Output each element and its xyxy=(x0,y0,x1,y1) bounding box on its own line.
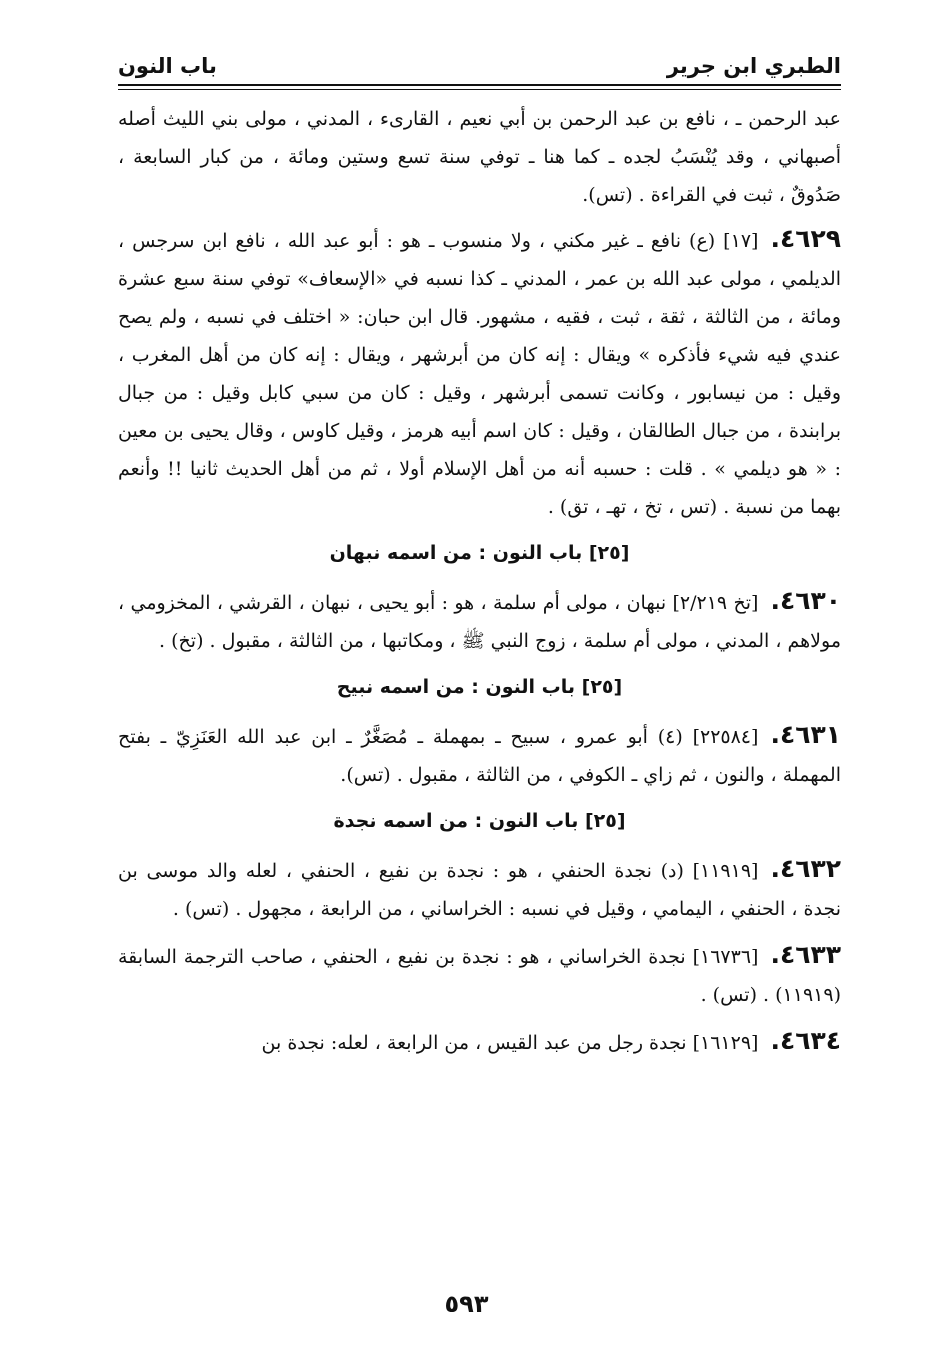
entry-number: ٤٦٣٤. xyxy=(770,1026,841,1055)
entry-number: ٤٦٣١. xyxy=(770,720,841,749)
section-heading: [٢٥] باب النون : من اسمه نبيح xyxy=(336,676,623,698)
page-body xyxy=(118,100,841,1070)
biography-entry xyxy=(118,220,841,526)
entry-number: ٤٦٣٢. xyxy=(770,854,841,883)
running-header xyxy=(118,38,841,78)
book-title: الطبري ابن جرير xyxy=(666,54,841,78)
biography-entry xyxy=(118,936,841,1014)
entry-text: [١٦٧٣٦] نجدة الخراساني ، هو : نجدة بن نفيع ، الحنفي ، صاحب الترجمة السابقة (١١٩١٩) . (تس) . xyxy=(118,946,841,1006)
entry-text: [١١٩١٩] (د) نجدة الحنفي ، هو : نجدة بن نفيع ، الحنفي ، لعله والد موسى بن نجدة ، الحنفي ، اليمامي ، وقيل في نسبه : الخراساني ، من الرابعة ، مجهول . (تس) . xyxy=(118,860,841,920)
biography-entry xyxy=(118,716,841,794)
header-rule-thin xyxy=(118,89,841,90)
biography-entry xyxy=(118,850,841,928)
entry-number: ٤٦٢٩. xyxy=(770,224,841,253)
section-heading: [٢٥] باب النون : من اسمه نبهان xyxy=(329,542,630,564)
page-number: ٥٩٣ xyxy=(444,1290,489,1318)
entry-number: ٤٦٣٣. xyxy=(770,940,841,969)
header-rule-thick xyxy=(118,84,841,86)
entry-text: [١٧] (ع) نافع ـ غير مكني ، ولا منسوب ـ هو : أبو عبد الله ، نافع ابن سرجس ، الديلمي ، مولى عبد الله بن عمر ، المدني ـ كذا نسبه في «الإسعاف» توفي سنة سبع عشرة ومائة ، من الثالثة ، ثقة ، ثبت ، فقيه ، مشهور. قال ابن حبان: « اختلف في نسبه ، ولم يصح عندي فيه شيء فأذكره » ويقال : إنه كان من أبرشهر ، ويقال : إنه كان من أهل المغرب ، وقيل : من نيسابور ، وكانت تسمى أبرشهر ، وقيل : كان من سبي كابل وقيل : من جبال برابندة ، من جبال الطالقان ، وقيل : كان اسم أبيه هرمز ، وقيل كاوس ، وقال يحيى بن معين : « هو ديلمي » . قلت : حسبه أنه من أهل الإسلام أولا ، ثم من أهل الحديث ثانيا !! وأنعم بهما من نسبة . (تس ، تخ ، تهـ ، تق) . xyxy=(118,230,841,518)
entry-text: [تخ ٢/٢١٩] نبهان ، مولى أم سلمة ، هو : أبو يحيى ، نبهان ، القرشي ، المخزومي ، مولاهم ، المدني ، مولى أم سلمة ، زوج النبي ﷺ ، ومكاتبها ، من الثالثة ، مقبول . (تخ) . xyxy=(118,592,841,652)
chapter-title: باب النون xyxy=(118,54,217,78)
section-heading: [٢٥] باب النون : من اسمه نجدة xyxy=(333,810,626,832)
entry-number: ٤٦٣٠. xyxy=(770,586,841,615)
biography-entry xyxy=(118,1022,841,1062)
entry-text: [٢٢٥٨٤] (٤) أبو عمرو ، سبيح ـ بمهملة ـ مُصَغَّرٌ ـ ابن عبد الله العَنَزِيّ ـ بفتح المهملة ، والنون ، ثم زاي ـ الكوفي ، من الثالثة ، مقبول . (تس). xyxy=(118,726,841,786)
biography-entry xyxy=(118,582,841,660)
intro-paragraph: عبد الرحمن ـ ، نافع بن عبد الرحمن بن أبي نعيم ، القارىء ، المدني ، مولى بني الليث أصله أصبهاني ، وقد يُنْسَبُ لجده ـ كما هنا ـ توفي سنة تسع وستين ومائة ، من كبار السابعة ، صَدُوقٌ ، ثبت في القراءة . (تس). xyxy=(118,108,841,206)
entry-text: [١٦١٢٩] نجدة رجل من عبد القيس ، من الرابعة ، لعله: نجدة بن xyxy=(261,1032,759,1054)
